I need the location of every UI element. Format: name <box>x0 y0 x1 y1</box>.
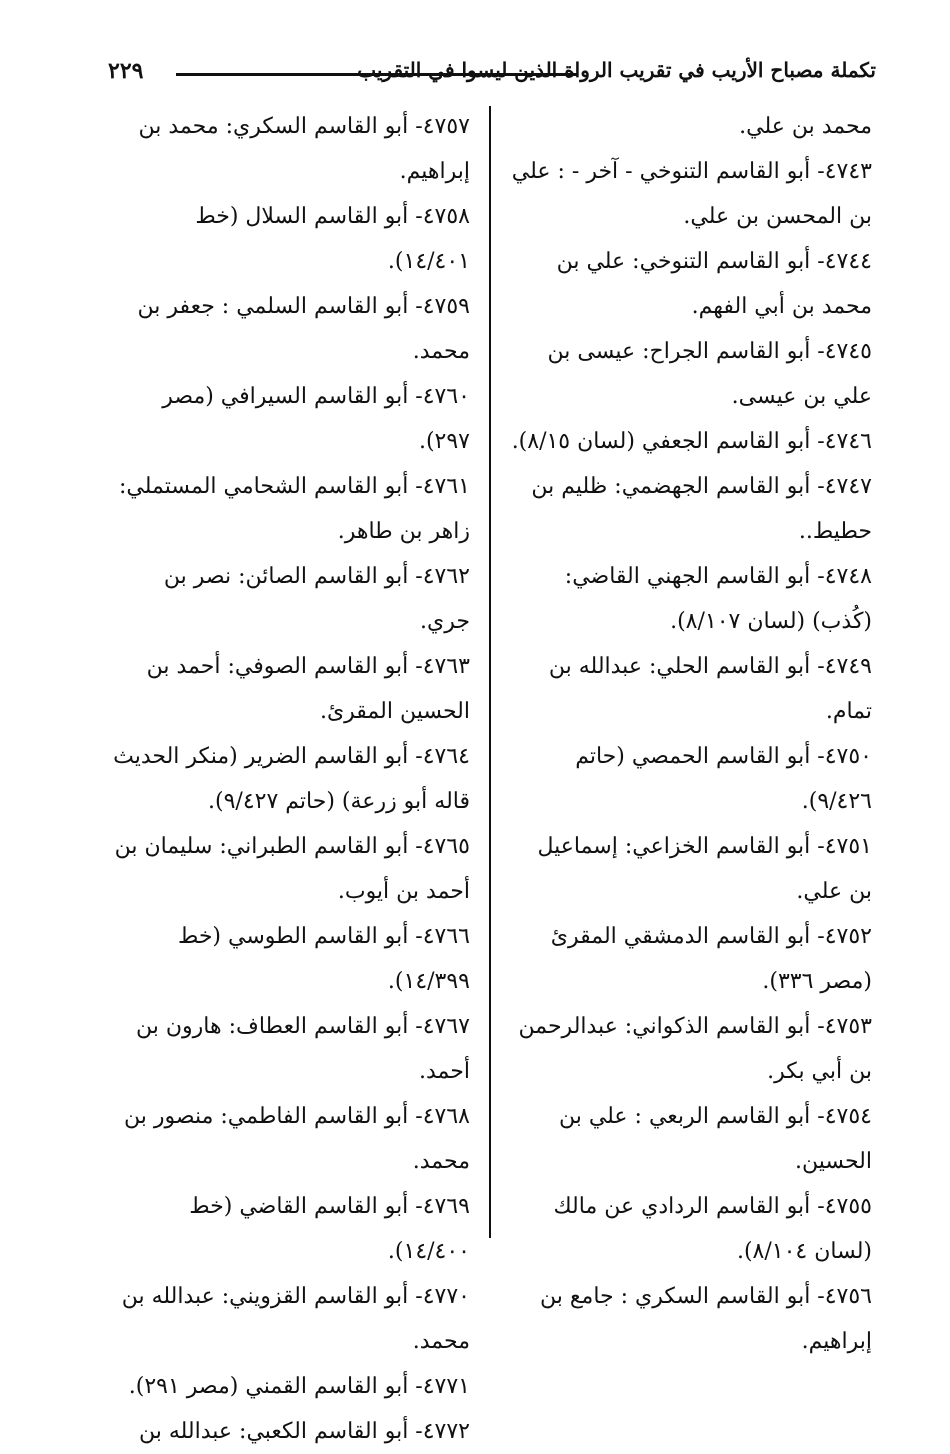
entry-4762: ٤٧٦٢- أبو القاسم الصائن: نصر بن جري. <box>163 564 470 634</box>
entry-4755: ٤٧٥٥- أبو القاسم الردادي عن مالك (لسان ٨/١٠٤). <box>553 1194 872 1264</box>
entry-4767: ٤٧٦٧- أبو القاسم العطاف: هارون بن أحمد. <box>136 1014 470 1084</box>
entry-4771: ٤٧٧١- أبو القاسم القمني (مصر ٢٩١). <box>128 1374 470 1399</box>
entry-4768: ٤٧٦٨- أبو القاسم الفاطمي: منصور بن محمد. <box>124 1104 470 1174</box>
entry-4770: ٤٧٧٠- أبو القاسم القزويني: عبدالله بن محمد. <box>121 1284 470 1354</box>
entry-4746: ٤٧٤٦- أبو القاسم الجعفي (لسان ٨/١٥). <box>511 429 872 454</box>
entry-4749: ٤٧٤٩- أبو القاسم الحلي: عبدالله بن تمام. <box>548 654 872 724</box>
entry-4759: ٤٧٥٩- أبو القاسم السلمي : جعفر بن محمد. <box>137 294 470 364</box>
entry-4763: ٤٧٦٣- أبو القاسم الصوفي: أحمد بن الحسين المقرئ. <box>146 654 470 724</box>
entry-4758: ٤٧٥٨- أبو القاسم السلال (خط ١٤/٤٠١). <box>195 204 470 274</box>
left-column <box>108 104 470 1454</box>
column-divider <box>489 106 491 1238</box>
page-header <box>108 58 876 92</box>
entry-4745: ٤٧٤٥- أبو القاسم الجراح: عيسى بن علي بن عيسى. <box>547 339 872 409</box>
entry-4769: ٤٧٦٩- أبو القاسم القاضي (خط ١٤/٤٠٠). <box>189 1194 470 1264</box>
entry-4760: ٤٧٦٠- أبو القاسم السيرافي (مصر ٢٩٧). <box>162 384 470 454</box>
entry-4766: ٤٧٦٦- أبو القاسم الطوسي (خط ١٤/٣٩٩). <box>177 924 470 994</box>
entry-4757: ٤٧٥٧- أبو القاسم السكري: محمد بن إبراهيم. <box>138 114 470 184</box>
entry-4751: ٤٧٥١- أبو القاسم الخزاعي: إسماعيل بن علي. <box>537 834 872 904</box>
right-column <box>510 104 872 1364</box>
entry-continuation: محمد بن علي. <box>739 114 872 139</box>
entry-4754: ٤٧٥٤- أبو القاسم الربعي : علي بن الحسين. <box>558 1104 872 1174</box>
entry-4744: ٤٧٤٤- أبو القاسم التنوخي: علي بن محمد بن أبي الفهم. <box>556 249 872 319</box>
entry-4747: ٤٧٤٧- أبو القاسم الجهضمي: ظليم بن حطيط.. <box>531 474 872 544</box>
entry-4750: ٤٧٥٠- أبو القاسم الحمصي (حاتم ٩/٤٢٦). <box>575 744 872 814</box>
entry-4761: ٤٧٦١- أبو القاسم الشحامي المستملي: زاهر بن طاهر. <box>118 474 470 544</box>
entry-4743: ٤٧٤٣- أبو القاسم التنوخي - آخر - : علي بن المحسن بن علي. <box>511 159 872 229</box>
entry-4764: ٤٧٦٤- أبو القاسم الضرير (منكر الحديث قاله أبو زرعة) (حاتم ٩/٤٢٧). <box>113 744 470 814</box>
entry-4756: ٤٧٥٦- أبو القاسم السكري : جامع بن إبراهيم. <box>539 1284 872 1354</box>
running-title: تكملة مصباح الأريب في تقريب الرواة الذين ليسوا في التقريب <box>357 58 876 82</box>
entry-4748: ٤٧٤٨- أبو القاسم الجهني القاضي: (كُذب) (لسان ٨/١٠٧). <box>564 564 872 634</box>
entry-4752: ٤٧٥٢- أبو القاسم الدمشقي المقرئ (مصر ٣٣٦). <box>550 924 872 994</box>
entry-4772: ٤٧٧٢- أبو القاسم الكعبي: عبدالله بن <box>138 1419 470 1444</box>
entry-4765: ٤٧٦٥- أبو القاسم الطبراني: سليمان بن أحمد بن أيوب. <box>114 834 470 904</box>
entry-4753: ٤٧٥٣- أبو القاسم الذكواني: عبدالرحمن بن أبي بكر. <box>518 1014 872 1084</box>
page-number: ٢٢٩ <box>108 58 144 84</box>
